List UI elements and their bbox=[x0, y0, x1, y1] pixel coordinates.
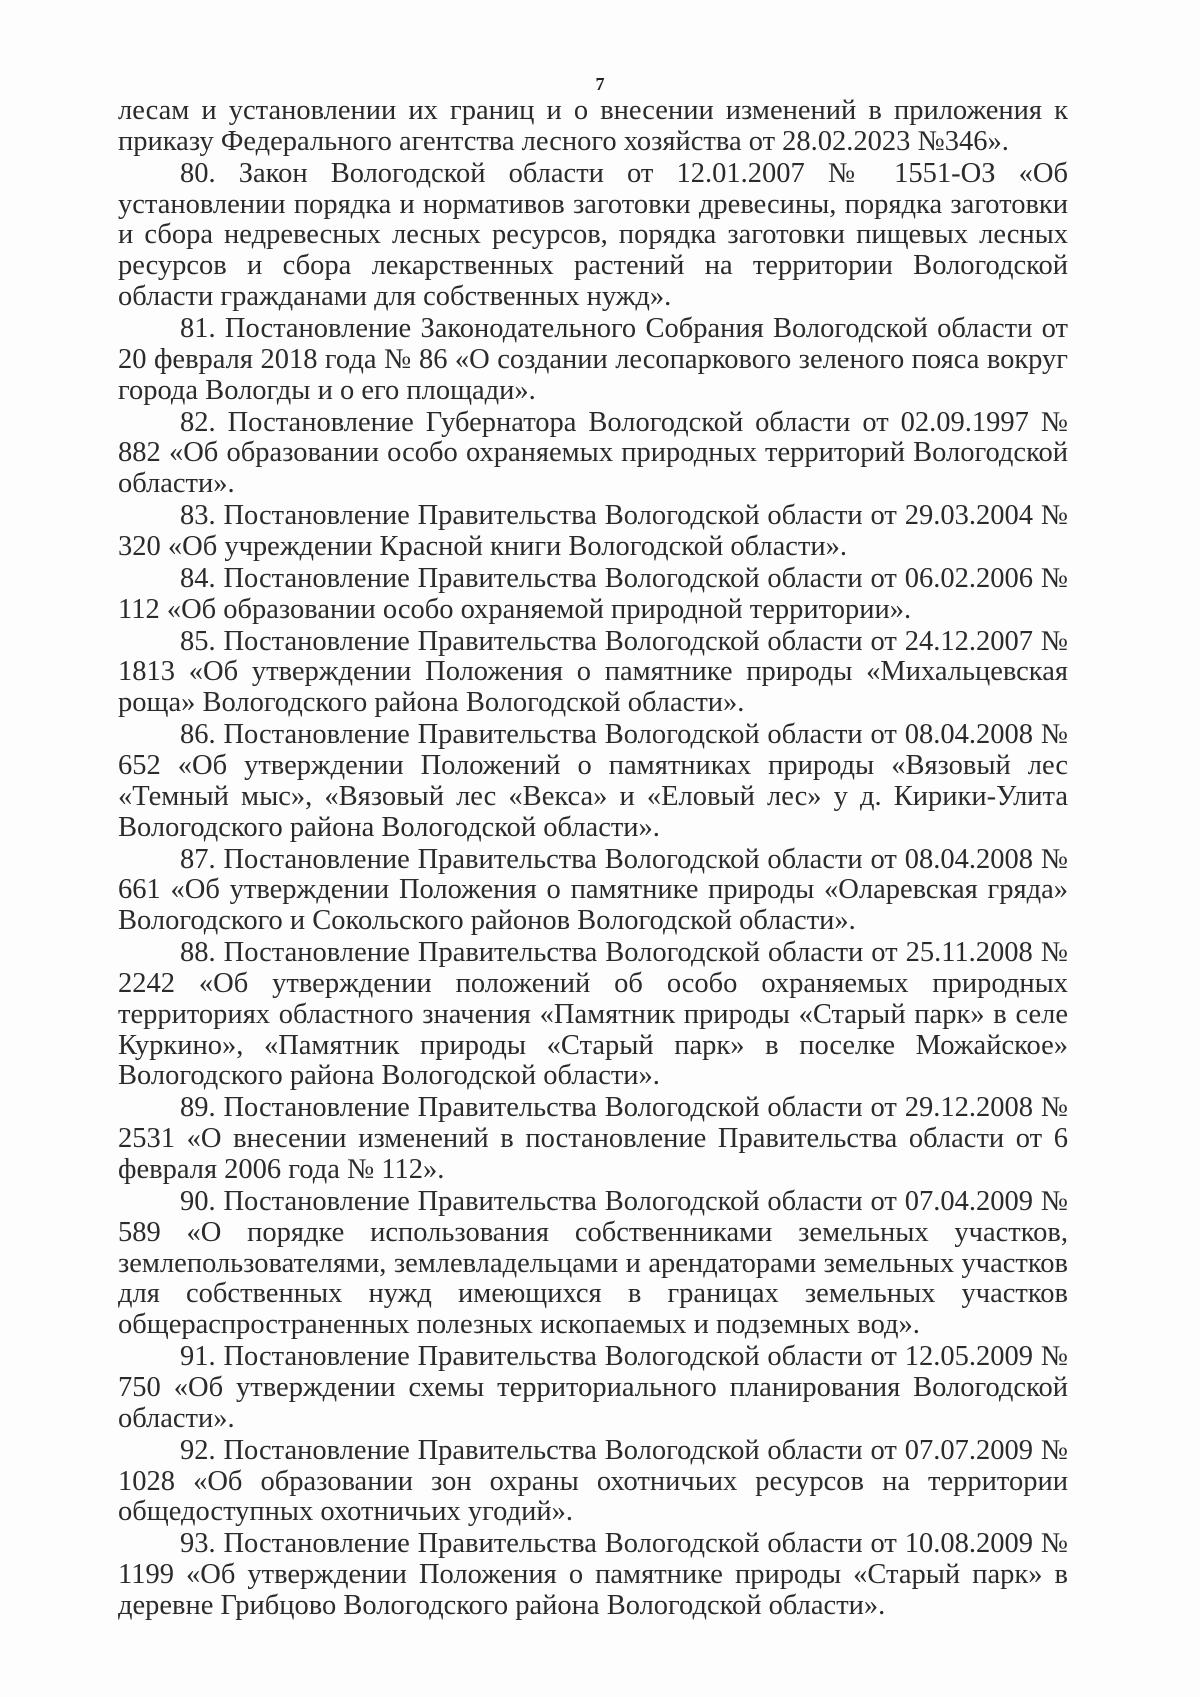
list-item-83: 83. Постановление Правительства Вологодской области от 29.03.2004 № 320 «Об учреждении Красной книги Вологодской области». bbox=[118, 500, 1068, 562]
list-item-84: 84. Постановление Правительства Вологодской области от 06.02.2006 № 112 «Об образовании особо охраняемой природной территории». bbox=[118, 562, 1068, 625]
list-item-86: 86. Постановление Правительства Вологодской области от 08.04.2008 № 652 «Об утверждении Положений о памятниках природы «Вязовый лес «Темный мыс», «Вязовый лес «Векса» и «Еловый лес» у д. Кирики-Улита Вологодского района Вологодской области». bbox=[118, 719, 1068, 843]
list-item-88: 88. Постановление Правительства Вологодской области от 25.11.2008 № 2242 «Об утверждении положений об особо охраняемых природных территориях областного значения «Памятник природы «Старый парк» в селе Куркино», «Памятник природы «Старый парк» в поселке Можайское» Вологодского района Вологодской области». bbox=[118, 937, 1068, 1092]
list-item-89: 89. Постановление Правительства Вологодской области от 29.12.2008 № 2531 «О внесении изменений в постановление Правительства области от 6 февраля 2006 года № 112». bbox=[118, 1092, 1068, 1185]
document-body bbox=[118, 96, 1068, 1623]
page-number: 7 bbox=[595, 74, 605, 94]
list-item-85: 85. Постановление Правительства Вологодской области от 24.12.2007 № 1813 «Об утверждении Положения о памятнике природы «Михальцевская роща» Вологодского района Вологодской области». bbox=[118, 625, 1068, 719]
list-item-93: 93. Постановление Правительства Вологодской области от 10.08.2009 № 1199 «Об утверждении Положения о памятнике природы «Старый парк» в деревне Грибцово Вологодского района Вологодской области». bbox=[118, 1528, 1068, 1621]
list-item-87: 87. Постановление Правительства Вологодской области от 08.04.2008 № 661 «Об утверждении Положения о памятнике природы «Оларевская гряда» Вологодского и Сокольского районов Вологодской области». bbox=[118, 843, 1068, 937]
list-item-81: 81. Постановление Законодательного Собрания Вологодской области от 20 февраля 2018 года № 86 «О создании лесопаркового зеленого пояса вокруг города Вологды и о его площади». bbox=[118, 312, 1068, 406]
list-item-90: 90. Постановление Правительства Вологодской области от 07.04.2009 № 589 «О порядке использования собственниками земельных участков, землепользователями, землевладельцами и арендаторами земельных участков для собственных нужд имеющихся в границах земельных участков общераспространенных полезных ископаемых и подземных вод». bbox=[118, 1185, 1068, 1341]
list-item-80: 80. Закон Вологодской области от 12.01.2007 № 1551-ОЗ «Об установлении порядка и нормативов заготовки древесины, порядка заготовки и сбора недревесных лесных ресурсов, порядка заготовки пищевых лесных ресурсов и сбора лекарственных растений на территории Вологодской области гражданами для собственных нужд». bbox=[118, 157, 1068, 312]
list-item-91: 91. Постановление Правительства Вологодской области от 12.05.2009 № 750 «Об утверждении схемы территориального планирования Вологодской области». bbox=[118, 1341, 1068, 1434]
list-item-92: 92. Постановление Правительства Вологодской области от 07.07.2009 № 1028 «Об образовании зон охраны охотничьих ресурсов на территории общедоступных охотничьих угодий». bbox=[118, 1434, 1068, 1528]
paragraph-continuation: лесам и установлении их границ и о внесении изменений в приложения к приказу Федерального агентства лесного хозяйства от 28.02.2023 №346». bbox=[118, 95, 1068, 157]
list-item-82: 82. Постановление Губернатора Вологодской области от 02.09.1997 № 882 «Об образовании особо охраняемых природных территорий Вологодской области». bbox=[118, 406, 1068, 500]
